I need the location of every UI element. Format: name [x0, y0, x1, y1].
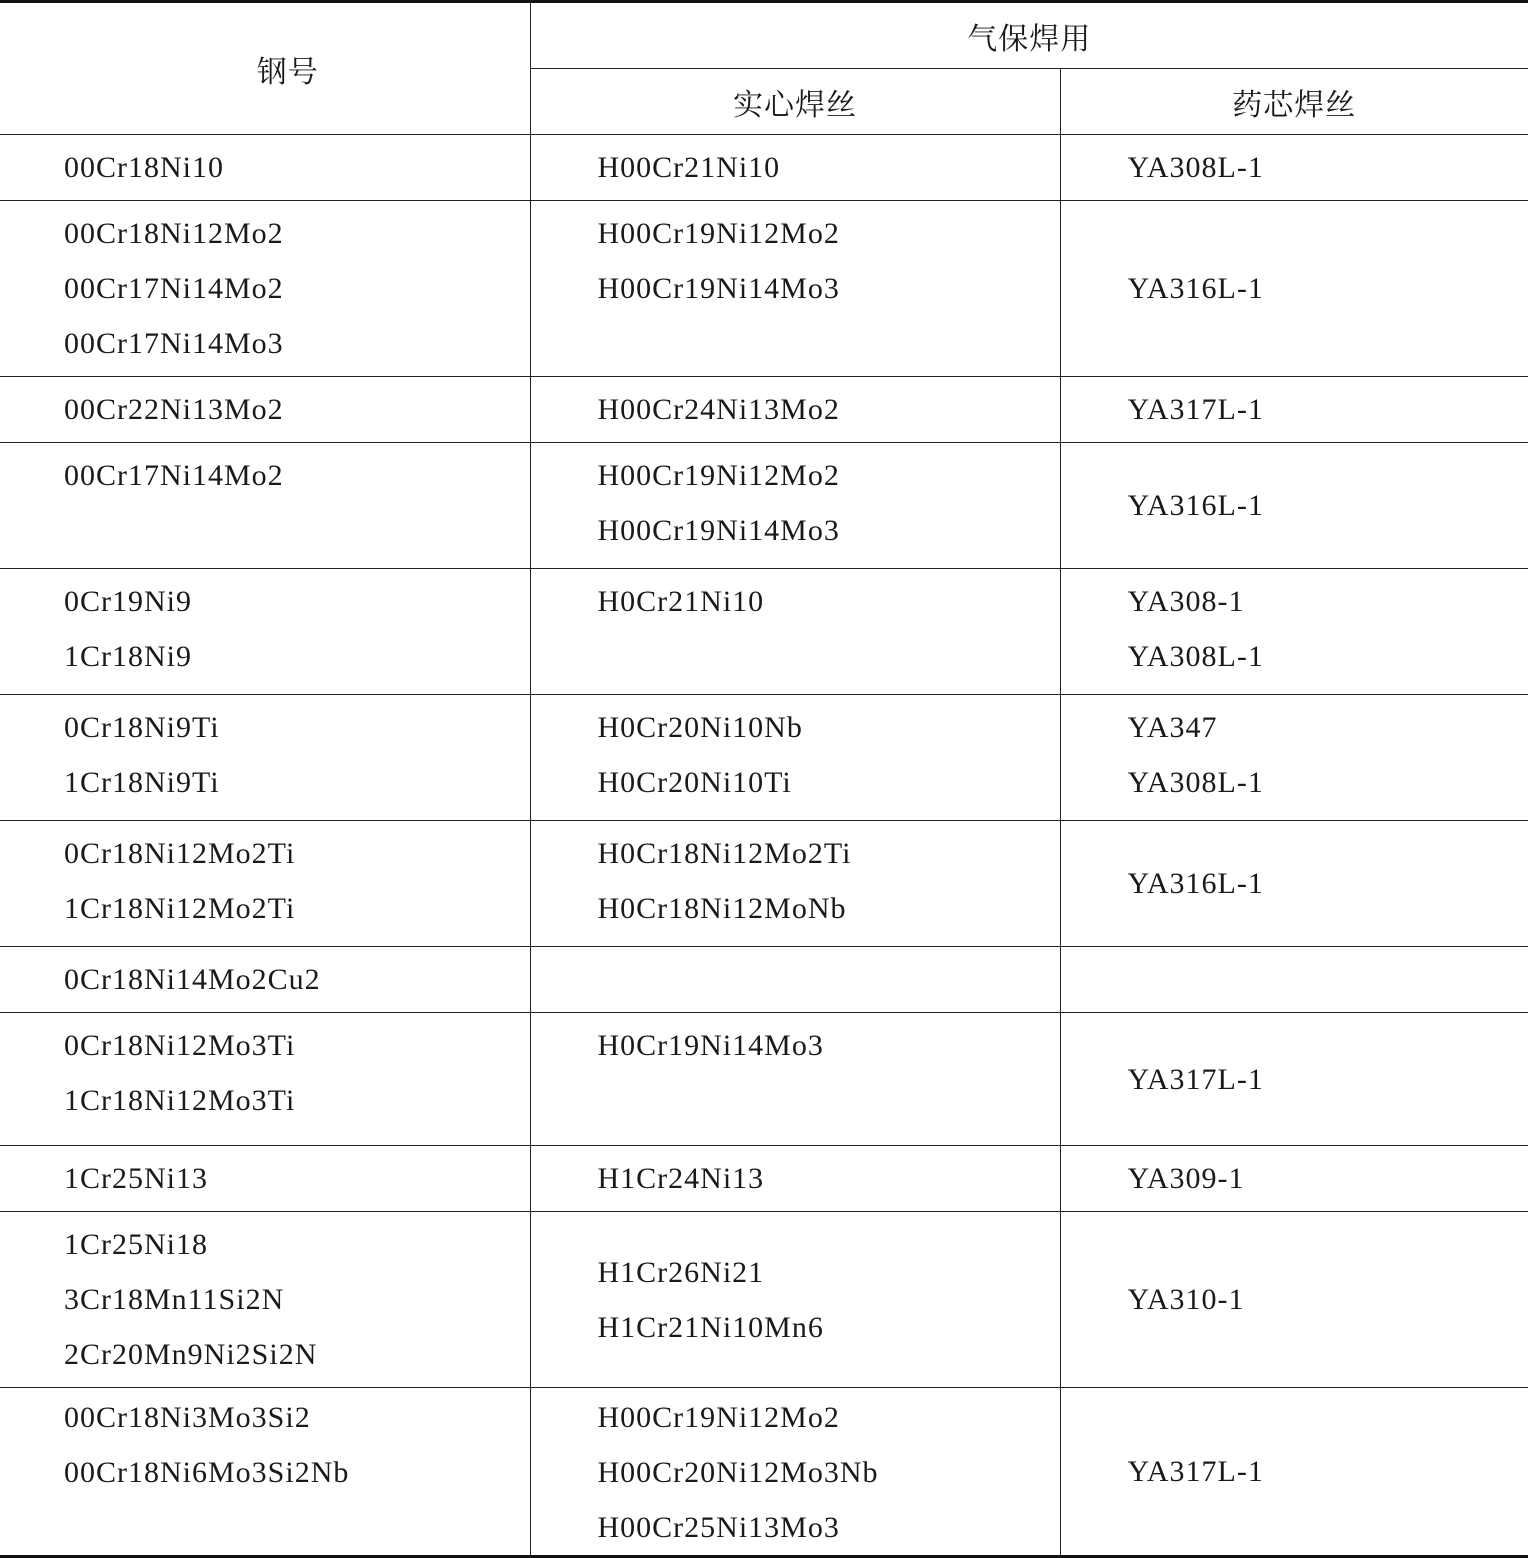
solid-wire: H00Cr19Ni14Mo3 — [598, 261, 1060, 316]
flux-wire-cell — [1060, 377, 1528, 443]
steel-grade-cell — [0, 1212, 530, 1388]
steel-grade-cell — [0, 695, 530, 821]
steel-grade: 0Cr18Ni14Mo2Cu2 — [64, 952, 530, 1007]
flux-wire: YA310-1 — [1128, 1272, 1528, 1327]
steel-grade: 00Cr18Ni6Mo3Si2Nb — [64, 1445, 530, 1500]
solid-wire: H0Cr19Ni14Mo3 — [598, 1018, 1060, 1073]
header-flux-cored-wire: 药芯焊丝 — [1060, 69, 1528, 135]
solid-wire: H0Cr21Ni10 — [598, 574, 1060, 629]
flux-wire: YA317L-1 — [1128, 1052, 1528, 1107]
steel-grade: 00Cr18Ni12Mo2 — [64, 206, 530, 261]
steel-grade: 3Cr18Mn11Si2N — [64, 1272, 530, 1327]
solid-wire: H0Cr20Ni10Ti — [598, 755, 1060, 810]
header-gas-shielded: 气保焊用 — [530, 2, 1528, 69]
solid-wire-cell — [530, 135, 1060, 201]
steel-grade-cell — [0, 821, 530, 947]
solid-wire: H00Cr19Ni12Mo2 — [598, 448, 1060, 503]
steel-grade: 1Cr18Ni12Mo3Ti — [64, 1073, 530, 1128]
solid-wire-cell — [530, 1013, 1060, 1146]
table-row — [0, 947, 1528, 1013]
solid-wire-cell — [530, 569, 1060, 695]
steel-grade: 1Cr25Ni13 — [64, 1151, 530, 1206]
steel-grade: 00Cr17Ni14Mo2 — [64, 448, 530, 503]
steel-grade-cell — [0, 1146, 530, 1212]
table-row — [0, 695, 1528, 821]
table-row — [0, 1013, 1528, 1146]
steel-grade: 1Cr18Ni12Mo2Ti — [64, 881, 530, 936]
flux-wire-cell — [1060, 569, 1528, 695]
flux-wire-cell — [1060, 135, 1528, 201]
steel-grade: 0Cr18Ni12Mo3Ti — [64, 1018, 530, 1073]
flux-wire: YA317L-1 — [1128, 1444, 1528, 1499]
solid-wire-cell — [530, 1212, 1060, 1388]
table-row — [0, 377, 1528, 443]
solid-wire-cell — [530, 201, 1060, 377]
flux-wire-cell — [1060, 201, 1528, 377]
table-row — [0, 135, 1528, 201]
steel-grade-cell — [0, 569, 530, 695]
solid-wire: H0Cr18Ni12MoNb — [598, 881, 1060, 936]
flux-wire: YA347 — [1128, 700, 1528, 755]
solid-wire: H00Cr19Ni12Mo2 — [598, 1390, 1060, 1445]
solid-wire-cell — [530, 1146, 1060, 1212]
header-solid-wire: 实心焊丝 — [530, 69, 1060, 135]
steel-grade: 00Cr17Ni14Mo3 — [64, 316, 530, 371]
solid-wire: H00Cr20Ni12Mo3Nb — [598, 1445, 1060, 1500]
steel-grade: 0Cr18Ni9Ti — [64, 700, 530, 755]
solid-wire-cell — [530, 443, 1060, 569]
solid-wire-cell — [530, 1388, 1060, 1557]
solid-wire-cell — [530, 821, 1060, 947]
flux-wire-cell — [1060, 443, 1528, 569]
steel-grade-cell — [0, 135, 530, 201]
solid-wire: H1Cr21Ni10Mn6 — [598, 1300, 1060, 1355]
solid-wire: H00Cr21Ni10 — [598, 140, 1060, 195]
steel-grade-cell — [0, 443, 530, 569]
steel-grade-cell — [0, 201, 530, 377]
steel-grade: 1Cr18Ni9Ti — [64, 755, 530, 810]
solid-wire: H00Cr19Ni12Mo2 — [598, 206, 1060, 261]
solid-wire: H0Cr20Ni10Nb — [598, 700, 1060, 755]
solid-wire-cell — [530, 695, 1060, 821]
solid-wire: H1Cr24Ni13 — [598, 1151, 1060, 1206]
solid-wire: H1Cr26Ni21 — [598, 1245, 1060, 1300]
solid-wire: H00Cr25Ni13Mo3 — [598, 1500, 1060, 1555]
flux-wire: YA317L-1 — [1128, 382, 1528, 437]
flux-wire-cell — [1060, 1212, 1528, 1388]
flux-wire: YA308L-1 — [1128, 140, 1528, 195]
flux-wire: YA316L-1 — [1128, 478, 1528, 533]
flux-wire: YA308-1 — [1128, 574, 1528, 629]
steel-grade: 00Cr17Ni14Mo2 — [64, 261, 530, 316]
flux-wire: YA308L-1 — [1128, 755, 1528, 810]
steel-grade: 0Cr18Ni12Mo2Ti — [64, 826, 530, 881]
flux-wire: YA316L-1 — [1128, 261, 1528, 316]
solid-wire-cell — [530, 947, 1060, 1013]
steel-grade-cell — [0, 947, 530, 1013]
flux-wire-cell — [1060, 947, 1528, 1013]
steel-grade: 1Cr25Ni18 — [64, 1217, 530, 1272]
flux-wire: YA316L-1 — [1128, 856, 1528, 911]
solid-wire-cell — [530, 377, 1060, 443]
flux-wire-cell — [1060, 821, 1528, 947]
steel-grade: 1Cr18Ni9 — [64, 629, 530, 684]
flux-wire-cell — [1060, 1388, 1528, 1557]
table-row — [0, 1146, 1528, 1212]
steel-grade: 00Cr18Ni10 — [64, 140, 530, 195]
flux-wire-cell — [1060, 1013, 1528, 1146]
steel-grade: 0Cr19Ni9 — [64, 574, 530, 629]
flux-wire-cell — [1060, 1146, 1528, 1212]
steel-grade: 00Cr22Ni13Mo2 — [64, 382, 530, 437]
table-row — [0, 569, 1528, 695]
table-row — [0, 443, 1528, 569]
solid-wire: H00Cr19Ni14Mo3 — [598, 503, 1060, 558]
flux-wire: YA309-1 — [1128, 1151, 1528, 1206]
solid-wire: H0Cr18Ni12Mo2Ti — [598, 826, 1060, 881]
table-row — [0, 1388, 1528, 1557]
flux-wire-cell — [1060, 695, 1528, 821]
solid-wire: H00Cr24Ni13Mo2 — [598, 382, 1060, 437]
table-row — [0, 201, 1528, 377]
steel-grade-cell — [0, 1013, 530, 1146]
steel-grade-cell — [0, 1388, 530, 1557]
table-row — [0, 821, 1528, 947]
steel-grade-cell — [0, 377, 530, 443]
table-row — [0, 1212, 1528, 1388]
header-steel-grade: 钢号 — [0, 2, 530, 135]
steel-grade: 2Cr20Mn9Ni2Si2N — [64, 1327, 530, 1382]
steel-grade: 00Cr18Ni3Mo3Si2 — [64, 1390, 530, 1445]
flux-wire: YA308L-1 — [1128, 629, 1528, 684]
